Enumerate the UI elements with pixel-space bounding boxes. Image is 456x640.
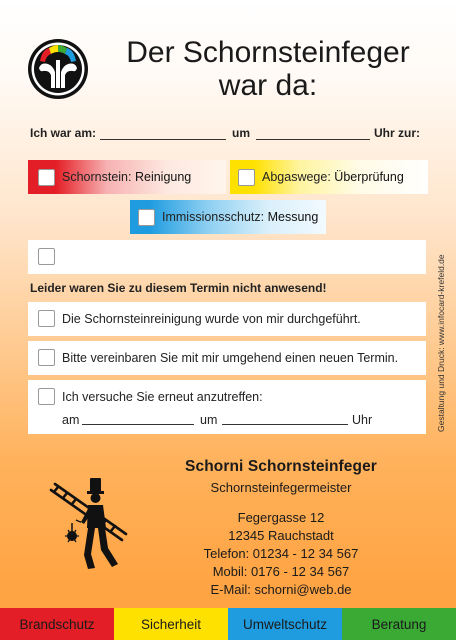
visit-date-row (30, 126, 430, 144)
task-name: Reinigung (134, 170, 192, 184)
company-info (170, 458, 392, 599)
title-line-1: Der Schornsteinfeger (126, 36, 410, 69)
company-email: E-Mail: schorni@web.de (210, 582, 352, 597)
checkbox-icon[interactable] (38, 349, 55, 366)
checkbox-icon[interactable] (38, 248, 55, 265)
task-name: Überprüfung (334, 170, 404, 184)
task-prefix: Abgaswege: (262, 170, 331, 184)
footer-bar (0, 608, 456, 640)
retry-date-field[interactable] (82, 411, 194, 425)
task-name: Messung (267, 210, 319, 224)
option-retry[interactable] (28, 380, 426, 434)
footer-beratung: Beratung (342, 608, 456, 640)
guild-emblem-icon (27, 38, 89, 100)
company-street: Fegergasse 12 (237, 510, 325, 525)
option-retry-label: Ich versuche Sie erneut anzutreffen: (62, 390, 263, 404)
retry-date-label: am (62, 413, 80, 427)
task-prefix: Immissionsschutz: (162, 210, 265, 224)
retry-time-label: um (200, 413, 218, 427)
option-contact-label: Bitte vereinbaren Sie mit mir umgehend einen neuen Termin. (62, 351, 399, 365)
company-phone: Telefon: 01234 - 12 34 567 (203, 546, 359, 561)
checkbox-icon[interactable] (138, 209, 155, 226)
absence-notice: Leider waren Sie zu diesem Termin nicht anwesend! (30, 281, 327, 295)
footer-brandschutz: Brandschutz (0, 608, 114, 640)
date-field[interactable] (100, 126, 226, 140)
retry-time-field[interactable] (222, 411, 348, 425)
company-name: Schorni Schornsteinfeger (185, 458, 377, 475)
company-mobile: Mobil: 0176 - 12 34 567 (212, 564, 350, 579)
checkbox-icon[interactable] (238, 169, 255, 186)
date-label: Ich war am: (30, 126, 97, 140)
checkbox-icon[interactable] (38, 310, 55, 327)
clock-label: Uhr zur: (374, 126, 420, 140)
title-line-2: war da: (218, 69, 318, 102)
checkbox-icon[interactable] (38, 169, 55, 186)
option-done-label: Die Schornsteinreinigung wurde von mir durchgeführt. (62, 312, 361, 326)
time-label: um (232, 126, 250, 140)
task-exhaust-check[interactable] (230, 160, 428, 194)
company-role: Schornsteinfegermeister (210, 480, 352, 495)
option-contact[interactable] (28, 341, 426, 375)
task-chimney-cleaning[interactable] (28, 160, 226, 194)
option-done[interactable] (28, 302, 426, 336)
page-title (108, 36, 428, 102)
blank-option-box[interactable] (28, 240, 426, 274)
footer-umweltschutz: Umweltschutz (228, 608, 342, 640)
chimney-sweep-figure-icon (48, 476, 134, 576)
retry-clock-label: Uhr (352, 413, 373, 427)
company-city: 12345 Rauchstadt (228, 528, 334, 543)
side-credit: Gestaltung und Druck: www.infocard-krefeld.de (436, 254, 446, 432)
task-emission-measurement[interactable] (130, 200, 326, 234)
time-field[interactable] (256, 126, 370, 140)
task-prefix: Schornstein: (62, 170, 132, 184)
footer-sicherheit: Sicherheit (114, 608, 228, 640)
checkbox-icon[interactable] (38, 388, 55, 405)
